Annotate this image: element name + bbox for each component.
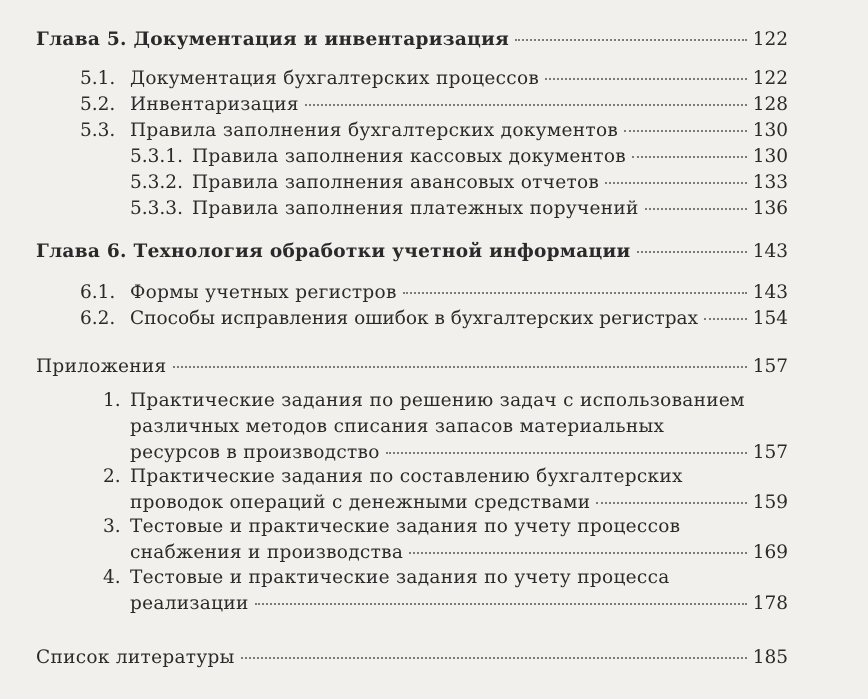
page-number: 159	[752, 492, 788, 513]
item-title-line: Тестовые и практические задания по учету процесса	[130, 567, 670, 588]
page-number: 169	[752, 542, 788, 563]
item-number: 6.2.	[80, 308, 116, 329]
toc-appendix	[0, 354, 868, 380]
toc-item-5-1	[0, 66, 868, 92]
leader-dots	[409, 551, 747, 554]
item-number: 5.3.2.	[130, 172, 183, 193]
item-title: Правила заполнения авансовых отчетов	[192, 172, 600, 193]
page-number: 157	[752, 356, 788, 377]
appendix-title: Приложения	[36, 356, 167, 377]
leader-dots	[645, 207, 747, 210]
leader-dots	[624, 129, 747, 132]
page-number: 157	[752, 442, 788, 463]
leader-dots	[403, 291, 747, 294]
toc-item-5-2	[0, 92, 868, 118]
leader-dots	[605, 181, 747, 184]
toc-appendix-item-2	[0, 464, 868, 516]
page-number: 136	[752, 198, 788, 219]
page-number: 130	[752, 120, 788, 141]
chapter-title: Глава 6. Технология обработки учетной информации	[36, 241, 631, 262]
leader-dots	[632, 155, 747, 158]
chapter-title: Глава 5. Документация и инвентаризация	[36, 29, 510, 50]
leader-dots	[637, 250, 747, 253]
item-title-line: реализации	[130, 593, 249, 614]
toc-item-5-3	[0, 118, 868, 144]
item-title: Правила заполнения бухгалтерских документов	[130, 120, 619, 141]
item-number: 5.3.1.	[130, 146, 183, 167]
item-number: 4.	[103, 567, 121, 588]
item-title: Инвентаризация	[130, 94, 299, 115]
page-number: 122	[752, 29, 788, 50]
page-number: 133	[752, 172, 788, 193]
page-number: 122	[752, 68, 788, 89]
item-number: 5.1.	[80, 68, 116, 89]
item-number: 5.2.	[80, 94, 116, 115]
leader-dots	[305, 103, 747, 106]
toc-subitem-5-3-2	[0, 170, 868, 196]
item-title: Правила заполнения кассовых документов	[192, 146, 626, 167]
item-title-line: Тестовые и практические задания по учету процессов	[130, 516, 681, 537]
leader-dots	[596, 501, 746, 504]
item-title: Формы учетных регистров	[130, 282, 397, 303]
leader-dots	[255, 602, 747, 605]
toc-chapter-6	[0, 239, 868, 265]
page-number: 185	[752, 647, 788, 668]
item-title: Документация бухгалтерских процессов	[130, 68, 540, 89]
leader-dots	[173, 365, 747, 368]
leader-dots	[241, 656, 747, 659]
item-number: 1.	[103, 390, 121, 411]
leader-dots	[704, 317, 747, 320]
page-number: 143	[752, 241, 788, 262]
item-title-line: проводок операций с денежными средствами	[130, 492, 591, 513]
item-title: Способы исправления ошибок в бухгалтерских регистрах	[130, 308, 699, 329]
toc-appendix-item-3	[0, 514, 868, 566]
item-title: Правила заполнения платежных поручений	[192, 198, 639, 219]
item-title-line: снабжения и производства	[130, 542, 404, 563]
item-number: 5.3.3.	[130, 198, 183, 219]
item-number: 3.	[103, 516, 121, 537]
toc-item-6-1	[0, 280, 868, 306]
page-number: 178	[752, 593, 788, 614]
item-title-line: Практические задания по составлению бухгалтерских	[130, 466, 683, 487]
item-number: 6.1.	[80, 282, 116, 303]
toc-appendix-item-1	[0, 388, 868, 466]
item-title-line: различных методов списания запасов материальных	[130, 416, 665, 437]
page-number: 130	[752, 146, 788, 167]
toc-appendix-item-4	[0, 565, 868, 617]
page-number: 154	[752, 308, 788, 329]
references-title: Список литературы	[36, 647, 235, 668]
item-title-line: ресурсов в производство	[130, 442, 380, 463]
toc-subitem-5-3-1	[0, 144, 868, 170]
page-number: 128	[752, 94, 788, 115]
toc-chapter-5	[0, 27, 868, 53]
leader-dots	[515, 38, 747, 41]
item-title-line: Практические задания по решению задач с использованием	[130, 390, 745, 411]
page-number: 143	[752, 282, 788, 303]
item-number: 5.3.	[80, 120, 116, 141]
toc-references	[0, 645, 868, 671]
toc-subitem-5-3-3	[0, 196, 868, 222]
item-number: 2.	[103, 466, 121, 487]
leader-dots	[545, 77, 747, 80]
leader-dots	[386, 451, 747, 454]
toc-item-6-2	[0, 306, 868, 332]
